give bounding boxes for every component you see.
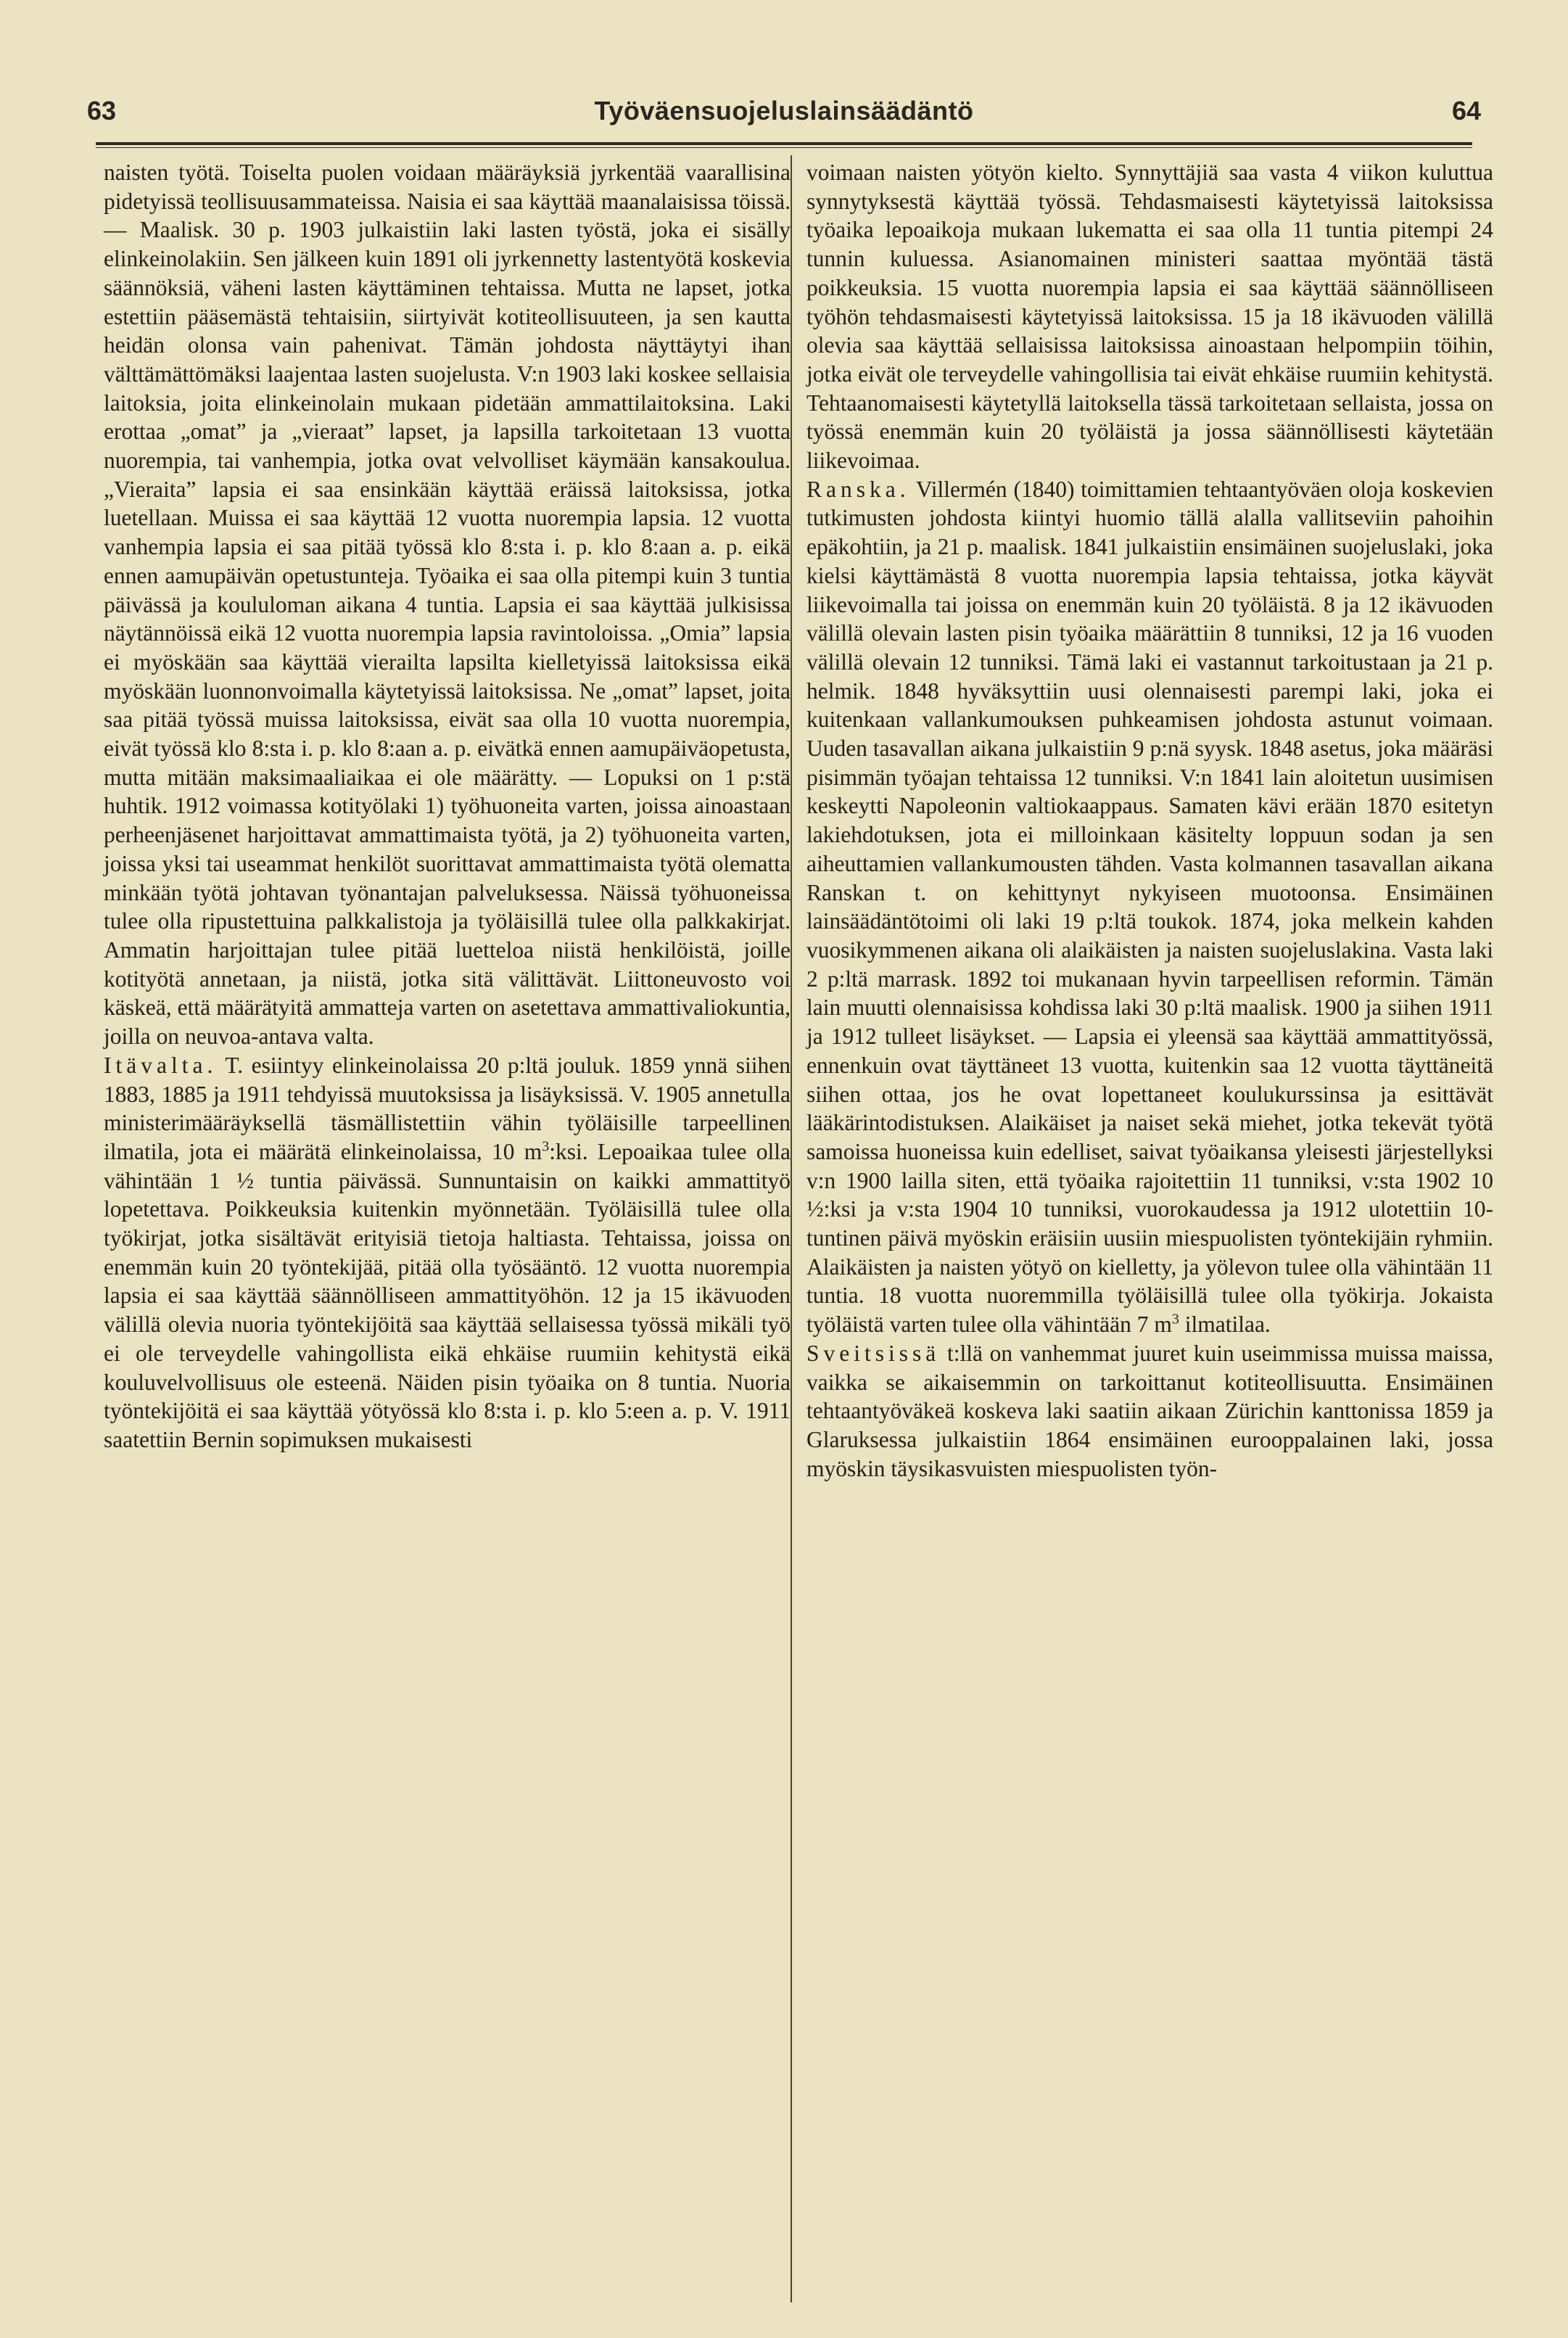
paragraph-austria bbox=[104, 1051, 791, 1454]
paragraph-switzerland bbox=[806, 1339, 1493, 1483]
paragraph-text: Villermén (1840) toimittamien tehtaantyöväen oloja koskevien tutkimusten johdosta kiintyi huomio tällä alalla vallitseviin pahoihin epäkohtiin, ja 21 p. maalisk. 1841 julkaistiin ensimäinen suojeluslaki, joka kielsi käyttämästä 8 vuotta nuorempia lapsia tehtaissa, jotka käyvät liikevoimalla tai joissa on enemmän kuin 20 työläistä. 8 ja 12 ikävuoden välillä olevain lasten pisin työaika määrättiin 8 tunniksi, 12 ja 16 vuoden välillä olevain 12 tunniksi. Tämä laki ei vastannut tarkoitustaan ja 21 p. helmik. 1848 hyväksyttiin uusi olennaisesti parempi laki, joka ei kuitenkaan vallankumouksen puhkeamisen johdosta astunut voimaan. Uuden tasavallan aikana julkaistiin 9 p:nä syysk. 1848 asetus, joka määräsi pisimmän työajan tehtaissa 12 tunniksi. V:n 1841 lain aloitetun uusimisen keskeytti Napoleonin valtiokaappaus. Samaten kävi erään 1870 esitetyn lakiehdotuksen, jota ei milloinkaan käsitelty loppuun sodan ja sen aiheuttamien vallankumousten tähden. Vasta kolmannen tasavallan aikana Ranskan t. on kehittynyt nykyiseen muotoonsa. Ensimäinen lainsäädäntötoimi oli laki 19 p:ltä toukok. 1874, joka melkein kahden vuosikymmenen aikana oli alaikäisten ja naisten suojeluslakina. Vasta laki 2 p:ltä marrask. 1892 toi mukanaan hyvin tarpeellisen reformin. Tämän lain muutti olennaisissa kohdissa laki 30 p:ltä maalisk. 1900 ja siihen 1911 ja 1912 tulleet lisäykset. — Lapsia ei yleensä saa käyttää ammattityössä, ennenkuin ovat täyttäneet 13 vuotta, kuitenkin saa 12 vuotta täyttäneitä siihen ottaa, jos he ovat lopettaneet koulukurssinsa ja esittävät lääkärintodistuksen. Alaikäiset ja naiset sekä miehet, jotka tekevät työtä samoissa huoneissa kuin edelliset, saivat työaikansa yleisesti järjestellyksi v:n 1900 lailla siten, että työaika rajoitettiin 11 tunniksi, v:sta 1902 10 ½:ksi ja v:sta 1904 10 tunniksi, vuorokaudessa ja 1912 ulotettiin 10-tuntinen päivä myöskin eräisiin uusiin miespuolisten työntekijäin ryhmiin. Alaikäisten ja naisten yötyö on kielletty, ja yölevon tulee olla vähintään 11 tuntia. 18 vuotta nuoremmilla työläisillä tulee olla työkirja. Jokaista työläistä varten tulee olla vähintään 7 m bbox=[806, 476, 1493, 1338]
paragraph-france bbox=[806, 475, 1493, 1339]
page-header bbox=[87, 96, 1481, 139]
superscript: 3 bbox=[1171, 1311, 1179, 1328]
right-column bbox=[806, 158, 1493, 2305]
header-rule bbox=[96, 142, 1472, 148]
paragraph-austria-continued: voimaan naisten yötyön kielto. Synnyttäjiä saa vasta 4 viikon kuluttua synnytyksestä käyttää työssä. Tehdasmaisesti käytetyissä laitoksissa työaika lepoaikoja mukaan lukematta ei saa olla 11 tuntia pitempi 24 tunnin kuluessa. Asianomainen ministeri saattaa myöntää tästä poikkeuksia. 15 vuotta nuorempia lapsia ei saa käyttää säännölliseen työhön tehdasmaisesti käytetyissä laitoksissa. 15 ja 18 ikävuoden välillä olevia saa käyttää sellaisissa laitoksissa ainoastaan helpompiin töihin, jotka eivät ole terveydelle vahingollisia tai eivät ehkäise ruumiin kehitystä. Tehtaanomaisesti käytetyllä laitoksella tässä tarkoitetaan sellaista, jossa on työssä enemmän kuin 20 työläistä ja jossa säännöllisesti käytetään liikevoimaa. bbox=[806, 160, 1493, 474]
country-heading-austria: Itävalta. bbox=[104, 1052, 218, 1078]
column-divider bbox=[791, 155, 792, 2302]
country-heading-france: Ranska. bbox=[806, 476, 910, 502]
paragraph-text: t:llä on vanhemmat juuret kuin useimmissa muissa maissa, vaikka se aikaisemmin on tarkoittanut kotiteollisuutta. Ensimäinen tehtaantyöväkeä koskeva laki saatiin aikaan Zürichin kanttonissa 1859 ja Glaruksessa julkaistiin 1864 ensimäinen eurooppalainen laki, jossa myöskin täysikasvuisten miespuolisten työn- bbox=[806, 1340, 1493, 1481]
page-number-left: 63 bbox=[87, 96, 117, 125]
country-heading-switzerland: Sveitsissä bbox=[806, 1340, 941, 1366]
paragraph-germany-continued: naisten työtä. Toiselta puolen voidaan määräyksiä jyrkentää vaarallisina pidetyissä teollisuusammateissa. Naisia ei saa käyttää maanalaisissa töissä. — Maalisk. 30 p. 1903 julkaistiin laki lasten työstä, joka ei sisälly elinkeinolakiin. Sen jälkeen kuin 1891 oli jyrkennetty lastentyötä koskevia säännöksiä, väheni lasten käyttäminen tehtaissa. Mutta ne lapset, jotka estettiin pääsemästä tehtaisiin, siirtyivät kotiteollisuuteen, ja sen kautta heidän olonsa vain pahenivat. Tämän johdosta näyttäytyi ihan välttämättömäksi laajentaa lasten suojelusta. V:n 1903 laki koskee sellaisia laitoksia, joita elinkeinolain mukaan pidetään ammattilaitoksina. Laki erottaa „omat” ja „vieraat” lapset, ja lapsilla tarkoitetaan 13 vuotta nuorempia, tai vanhempia, jotka ovat velvolliset käymään kansakoulua. „Vieraita” lapsia ei saa ensinkään käyttää eräissä laitoksissa, jotka luetellaan. Muissa ei saa käyttää 12 vuotta nuorempia lapsia. 12 vuotta vanhempia lapsia ei saa pitää työssä klo 8:sta i. p. klo 8:aan a. p. eikä ennen aamupäivän opetustunteja. Työaika ei saa olla pitempi kuin 3 tuntia päivässä ja koululoman aikana 4 tuntia. Lapsia ei saa käyttää julkisissa näytännöissä eikä 12 vuotta nuorempia lapsia ravintoloissa. „Omia” lapsia ei myöskään saa käyttää vierailta lapsilta kielletyissä laitoksissa eikä myöskään luonnonvoimalla käytetyissä laitoksissa. Ne „omat” lapset, joita saa pitää työssä muissa laitoksissa, eivät saa olla 10 vuotta nuorempia, eivät työssä klo 8:sta i. p. klo 8:aan a. p. eivätkä ennen aamupäiväopetusta, mutta mitään maksimaaliaikaa ei ole määrätty. — Lopuksi on 1 p:stä huhtik. 1912 voimassa kotityölaki 1) työhuoneita varten, joissa ainoastaan perheenjäsenet harjoittavat ammattimaista työtä, ja 2) työhuoneita varten, joissa yksi tai useammat henkilöt suorittavat ammattimaista työtä olematta minkään työtä johtavan työnantajan palveluksessa. Näissä työhuoneissa tulee olla ripustettuina palkkalistoja ja työläisillä tulee olla palkkakirjat. Ammatin harjoittajan tulee pitää luetteloa niistä henkilöistä, joille kotityötä annetaan, ja niistä, jotka sitä välittävät. Liittoneuvosto voi käskeä, että määrätyitä ammatteja varten on asetettava ammattivaliokuntia, joilla on neuvoa-antava valta. bbox=[104, 160, 791, 1050]
running-title: Työväensuojeluslainsäädäntö bbox=[594, 96, 974, 125]
superscript: 3 bbox=[542, 1138, 550, 1155]
paragraph-text: T. esiintyy elinkeinolaissa 20 p:ltä jouluk. 1859 ynnä siihen 1883, 1885 ja 1911 tehdyissä muutoksissa ja lisäyksissä. V. 1905 annetulla ministerimääräyksellä täsmällistettiin vähin työläisille tarpeellinen ilmatila, jota ei määrätä elinkeinolaissa, 10 m bbox=[104, 1052, 791, 1164]
page-number-right: 64 bbox=[1451, 96, 1481, 125]
left-column bbox=[104, 158, 791, 2305]
paragraph-text: :ksi. Lepoaikaa tulee olla vähintään 1 ½ tuntia päivässä. Sunnuntaisin on kaikki ammattityö lopetettava. Poikkeuksia kuitenkin myönnetään. Työläisillä tulee olla työkirjat, jotka sisältävät erityisiä tietoja haltiasta. Tehtaissa, joissa on enemmän kuin 20 työntekijää, pitää olla työsääntö. 12 vuotta nuorempia lapsia ei saa käyttää säännölliseen ammattityöhön. 12 ja 15 ikävuoden välillä olevia nuoria työntekijöitä saa käyttää sellaisessa työssä mikäli työ ei ole terveydelle vahingollista eikä ehkäise ruumiin kehitystä eikä kouluvelvollisuus ole esteenä. Näiden pisin työaika on 8 tuntia. Nuoria työntekijöitä ei saa käyttää yötyössä klo 8:sta i. p. klo 5:een a. p. V. 1911 saatettiin Bernin sopimuksen mukaisesti bbox=[104, 1138, 791, 1452]
paragraph-text: ilmatilaa. bbox=[1179, 1312, 1271, 1338]
